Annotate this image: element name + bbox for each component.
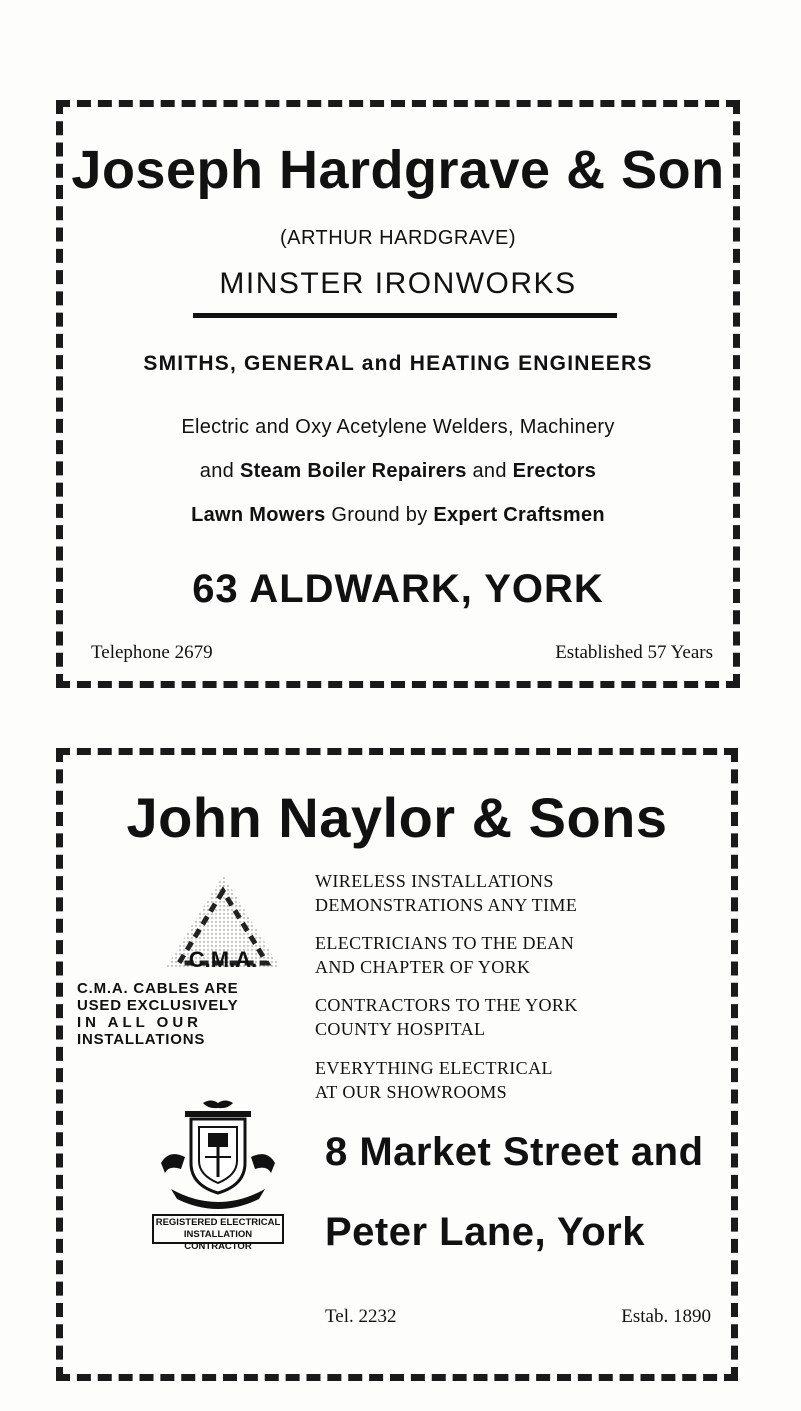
- services-line-3: [63, 504, 733, 527]
- proprietor: (ARTHUR HARDGRAVE): [279, 227, 517, 249]
- service-line: DEMONSTRATIONS ANY TIME: [315, 895, 578, 915]
- firm-name: John Naylor & Sons: [126, 786, 668, 849]
- text-fragment-bold: Expert Craftsmen: [433, 504, 605, 526]
- trades-line: SMITHS, GENERAL and HEATING ENGINEERS: [143, 352, 653, 375]
- cma-caption-line: INSTALLATIONS: [77, 1031, 206, 1048]
- service-line: AND CHAPTER OF YORK: [315, 957, 531, 977]
- telephone: Telephone 2679: [91, 642, 213, 663]
- naylor-advert: [56, 748, 738, 1381]
- service-line: AT OUR SHOWROOMS: [315, 1082, 508, 1102]
- address: 63 ALDWARK, YORK: [192, 567, 604, 611]
- divider: [193, 313, 617, 318]
- service-line: CONTRACTORS TO THE YORK: [315, 995, 578, 1015]
- firm-name: Joseph Hardgrave & Son: [71, 140, 725, 200]
- services-line-1: Electric and Oxy Acetylene Welders, Machinery: [181, 416, 615, 438]
- cma-caption-line: IN ALL OUR: [77, 1014, 202, 1031]
- badge-line: REGISTERED ELECTRICAL: [155, 1217, 281, 1228]
- established: Estab. 1890: [621, 1306, 711, 1327]
- service-line: COUNTY HOSPITAL: [315, 1019, 486, 1039]
- text-fragment: and: [199, 460, 240, 482]
- address-line-2: Peter Lane, York: [325, 1210, 645, 1254]
- text-fragment-bold: Erectors: [512, 460, 597, 482]
- works-name: MINSTER IRONWORKS: [219, 267, 577, 300]
- cma-triangle-logo: [163, 873, 283, 975]
- service-line: EVERYTHING ELECTRICAL: [315, 1058, 553, 1078]
- text-fragment-bold: Lawn Mowers: [191, 504, 326, 526]
- hardgrave-advert: [56, 100, 740, 688]
- text-fragment-bold: Steam Boiler Repairers: [239, 460, 467, 482]
- text-fragment: Ground by: [325, 504, 434, 526]
- cma-caption-line: C.M.A. CABLES ARE: [77, 980, 239, 997]
- cma-caption-line: USED EXCLUSIVELY: [77, 997, 239, 1014]
- telephone: Tel. 2232: [325, 1306, 397, 1327]
- address-line-1: 8 Market Street and: [325, 1130, 704, 1174]
- text-fragment: and: [466, 460, 513, 482]
- cma-logo-text: C.M.A.: [188, 947, 258, 972]
- badge-line: INSTALLATION CONTRACTOR: [183, 1229, 253, 1252]
- established: Established 57 Years: [555, 642, 713, 663]
- service-line: ELECTRICIANS TO THE DEAN: [315, 933, 575, 953]
- registered-contractor-badge: [152, 1214, 284, 1252]
- registered-contractor-crest-icon: [153, 1097, 283, 1215]
- services-line-2: [63, 460, 733, 483]
- service-line: WIRELESS INSTALLATIONS: [315, 871, 554, 891]
